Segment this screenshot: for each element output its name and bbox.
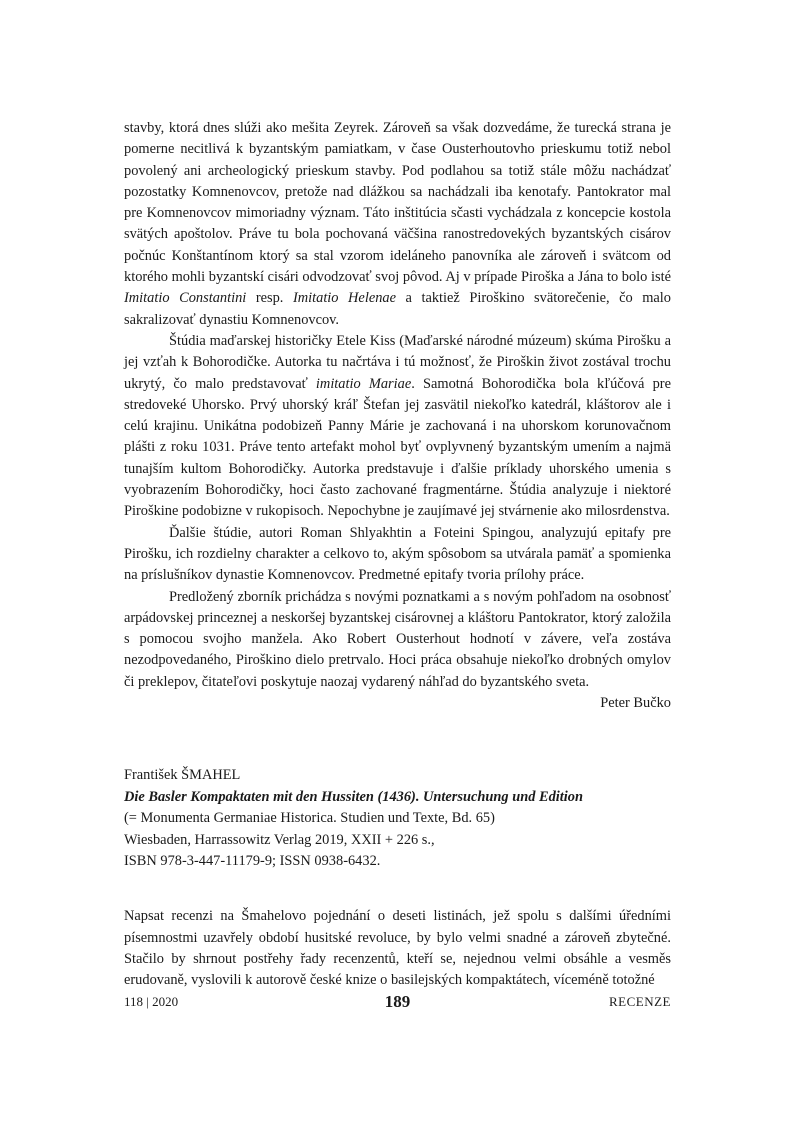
page-footer: [124, 994, 671, 1014]
text-segment: Predložený zborník prichádza s novými poznatkami a s novým pohľadom na osobnosť arpádovskej princeznej a neskoršej byzantskej cisárovnej a kláštoru Pantokrator, ktorý založila s pomocou svojho manžela. Ako Robert Ousterhout hodnotí v závere, veľa zostáva nezodpovedaného, Piroškino dielo pretrvalo. Hoci práca obsahuje niekoľko drobných omylov či preklepov, čitateľovi poskytuje naozaj vydarený náhľad do byzantského sveta.: [124, 588, 671, 690]
review-text: [124, 118, 671, 693]
book-publisher: Wiesbaden, Harrassowitz Verlag 2019, XXII + 226 s.,: [124, 831, 435, 848]
page-body: [124, 118, 671, 992]
text-segment: resp.: [246, 290, 293, 307]
footer-issue: 118 | 2020: [124, 994, 179, 1009]
italic-term: Imitatio Constantini: [124, 290, 247, 307]
italic-term: Imitatio Helenae: [292, 290, 396, 307]
book-series: (= Monumenta Germaniae Historica. Studien und Texte, Bd. 65): [124, 810, 495, 827]
text-segment: Štúdia maďarskej historičky Etele Kiss (Maďarské národné múzeum) skúma Pirošku a jej vzťah k Bohorodičke. Autorka tu načrtáva i tú možnosť, že Piroškin život zostával trochu ukrytý, čo malo predstavovať: [124, 332, 671, 392]
review-paragraph: [124, 587, 671, 693]
review-opening-paragraph: Napsat recenzi na Šmahelovo pojednání o deseti listinách, jež spolu s dalšími úředními písemnostmi uzavřely období husitské revoluce, by bylo velmi snadné a zároveň zbytečné. Stačilo by shrnout postřehy řady recenzentů, kteří se, nejednou velmi obsáhle a vesměs erudovaně, vyslovili k autorově české knize o basilejských kompaktátech, víceméně totožné: [124, 908, 671, 989]
review-paragraph: [124, 331, 671, 523]
book-isbn: ISBN 978-3-447-11179-9; ISSN 0938-6432.: [124, 852, 381, 869]
book-author: František ŠMAHEL: [124, 767, 241, 784]
footer-section: RECENZE: [609, 994, 671, 1009]
book-citation: [124, 765, 671, 872]
page-number: 189: [384, 992, 411, 1011]
text-segment: a taktiež Piroškino svätorečenie, čo malo sakralizovať dynastiu Komnenovcov.: [124, 290, 671, 328]
book-title: Die Basler Kompaktaten mit den Hussiten (1436). Untersuchung und Edition: [124, 788, 583, 805]
reviewer-signature: Peter Bučko: [600, 695, 671, 712]
review-paragraph: [124, 523, 671, 587]
text-segment: . Samotná Bohorodička bola kľúčová pre stredoveké Uhorsko. Prvý uhorský kráľ Štefan jej zasvätil niekoľko katedrál, kláštorov ale i celú krajinu. Unikátna podobizeň Panny Márie je zachovaná i na uhorskom korunovačnom plášti z roku 1031. Práve tento artefakt mohol byť ovplyvnený byzantským umením a najmä tunajším kultom Bohorodičky. Autorka predstavuje i ďalšie príklady uhorského umenia s vyobrazením Bohorodičky, hoci často zachované fragmentárne. Štúdia analyzuje i niektoré Piroškine podobizne v rukopisoch. Nepochybne je zaujímavé jej stvárnenie ako milosrdenstva.: [124, 375, 671, 520]
italic-term: imitatio Mariae: [315, 375, 412, 392]
text-segment: stavby, ktorá dnes slúži ako mešita Zeyrek. Zároveň sa však dozvedáme, že turecká strana je pomerne necitlivá k byzantským pamiatkam, v čase Ousterhoutovho prieskumu totiž nebol povolený ani archeologický prieskum stavby. Pod podlahou sa totiž stále môžu nachádzať pozostatky Komnenovcov, pretože nad dlážkou sa nachádzali iba kenotafy. Pantokrator mal pre Komnenovcov mimoriadny význam. Táto inštitúcia sčasti vychádzala z koncepcie kostola svätých apoštolov. Práve tu bola pochovaná väčšina ranostredovekých byzantských cisárov počnúc Konštantínom ktorý sa stal vzorom ideláneho panovníka ale zároveň i svätcom od ktorého mohli byzantskí cisári odvodzovať svoj pôvod. Aj v prípade Piroška a Jána to bolo isté: [124, 120, 671, 286]
text-segment: Ďalšie štúdie, autori Roman Shlyakhtin a Foteini Spingou, analyzujú epitafy pre Pirošku, ich rozdielny charakter a celkovo to, akým spôsobom sa utvárala pamäť a spomienka na príslušníkov dynastie Komnenovcov. Predmetné epitafy tvoria prílohy práce.: [124, 524, 671, 584]
review-paragraph: [124, 118, 671, 331]
